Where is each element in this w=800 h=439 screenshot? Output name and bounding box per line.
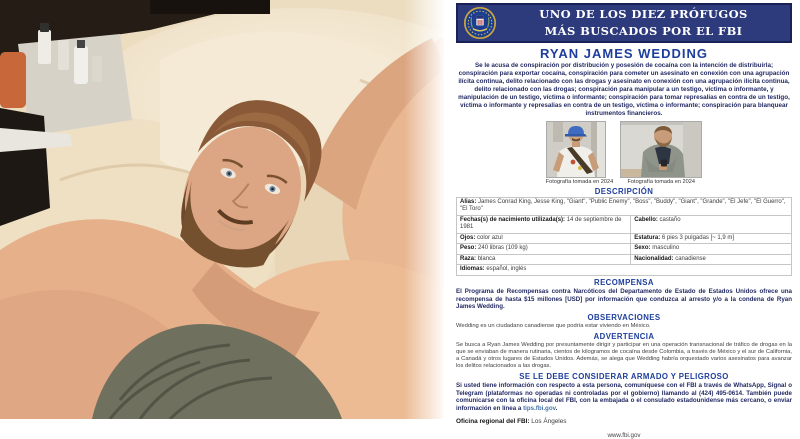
contact-text-end: . bbox=[555, 405, 558, 413]
fbi-website: www.fbi.gov bbox=[607, 431, 641, 439]
description-table bbox=[456, 197, 792, 276]
warning-paragraph: Se busca a Ryan James Wedding por presuntamente dirigir y participar en una operación transnacional de tráfico de drogas en la que se enviaban de manera rutinaria, cientos de kilogramos de cocaína desde Colombia, a través de México y el sur de California, a Canadá y otros lugares de Estados Unidos. Además, se alega que Wedding habría orquestado varios asesinatos para avanzar los delitos relacionados a las drogas. bbox=[456, 342, 792, 369]
observations-paragraph: Wedding es un ciudadano canadiense que podría estar viviendo en México. bbox=[456, 323, 651, 330]
field-value: español, inglés bbox=[486, 266, 527, 273]
section-header-armed-dangerous: SE LE DEBE CONSIDERAR ARMADO Y PELIGROSO bbox=[519, 371, 729, 381]
photo-man-seated-phone bbox=[620, 121, 702, 178]
photo-2024-cap bbox=[546, 121, 613, 185]
field-value: 6 pies 3 pulgadas [~ 1,9 m] bbox=[661, 234, 735, 241]
field-value: 14 de septiembre de 1981 bbox=[460, 216, 622, 231]
fbi-seal-icon bbox=[463, 6, 497, 40]
field-office-value: Los Ángeles bbox=[531, 417, 567, 425]
field-value: masculino bbox=[652, 245, 680, 252]
field-label: Idiomas: bbox=[460, 266, 485, 273]
photo-caption-2: Fotografía tomada en 2024 bbox=[627, 178, 695, 185]
field-value: castaño bbox=[659, 216, 681, 223]
banner-title bbox=[502, 6, 785, 39]
field-value: color azul bbox=[477, 234, 503, 241]
field-label: Cabello: bbox=[634, 216, 658, 223]
field-label: Ojos: bbox=[460, 234, 476, 241]
photo-edge-fade bbox=[404, 0, 446, 419]
top-banner bbox=[456, 3, 792, 43]
table-row bbox=[457, 197, 792, 215]
section-header-reward: RECOMPENSA bbox=[594, 277, 654, 287]
section-header-description: DESCRIPCIÓN bbox=[594, 186, 654, 196]
banner-line-2: MÁS BUSCADOS POR EL FBI bbox=[544, 24, 743, 38]
contact-paragraph bbox=[456, 382, 792, 413]
orange-object bbox=[0, 52, 26, 108]
field-label: Estatura: bbox=[634, 234, 661, 241]
field-value: canadiense bbox=[675, 255, 706, 262]
section-header-observations: OBSERVACIONES bbox=[587, 313, 661, 323]
table-row bbox=[457, 244, 792, 255]
contact-text: Si usted tiene información con respecto a esta persona, comuníquese con el FBI a través de WhatsApp, Signal o Telegram (plataformas no operadas ni controladas por el gobierno) llamando al (424) 495-0614. También puede comunicarse con la oficina local del FBI, con la embajada o el consulado estadounidense más cercano, o enviar información en línea a bbox=[456, 381, 792, 413]
photo-2024-seated bbox=[620, 121, 702, 185]
reward-paragraph: El Programa de Recompensas contra Narcóticos del Departamento de Estado de Estados Unidos ofrece una recompensa de hasta $15 millones [USD] por información que conduzca al arresto y/o a la condena de Ryan James Wedding. bbox=[456, 287, 792, 311]
table-row bbox=[457, 215, 792, 233]
field-value: blanca bbox=[477, 255, 496, 262]
tips-link[interactable]: tips.fbi.gov bbox=[523, 405, 556, 413]
fugitive-name: RYAN JAMES WEDDING bbox=[539, 46, 708, 61]
fbi-wanted-poster bbox=[444, 0, 800, 439]
table-row bbox=[457, 265, 792, 276]
photo-caption-1: Fotografía tomada en 2024 bbox=[545, 178, 614, 185]
field-value: 240 libras (109 kg) bbox=[478, 245, 528, 252]
field-office-label: Oficina regional del FBI: bbox=[456, 417, 530, 425]
mugshot-photos bbox=[456, 121, 792, 185]
field-label: Peso: bbox=[460, 245, 477, 252]
section-header-warning: ADVERTENCIA bbox=[593, 332, 655, 342]
field-label: Raza: bbox=[460, 255, 477, 262]
banner-line-1: UNO DE LOS DIEZ PRÓFUGOS bbox=[539, 7, 748, 22]
field-label: Sexo: bbox=[634, 245, 651, 252]
photo-man-blue-cap bbox=[546, 121, 606, 178]
field-label: Nacionalidad: bbox=[634, 255, 674, 262]
table-row bbox=[457, 233, 792, 244]
field-label: Fechas(s) de nacimiento utilizada(s): bbox=[460, 216, 566, 223]
table-row bbox=[457, 254, 792, 265]
charges-paragraph: Se le acusa de conspiración por distribución y posesión de cocaína con la intención de distribuirla; conspiración para exportar cocaína, conspiración para cometer un asesinato en conexión con una agrupación ilícita continua, delito relacionado con las drogas y asesinato en conexión con una agrupación ilícita continua, delito relacionado con las drogas; conspiración para manipular a un testigo, víctima o informante, y manipulación de un testigo, víctima o informante; conspiración para tomar represalias en contra de un testigo, víctima o informante y represalias en contra de un testigo, víctima o informante; conspiración para blanquear instrumentos financieros. bbox=[458, 62, 790, 117]
field-value: James Conrad King, Jesse King, "Giant", "Public Enemy", "Boss", "Buddy", "Giant", "Grande", "El Jefe", "El Guerro", "El Toro" bbox=[460, 198, 786, 213]
field-label: Alias: bbox=[460, 198, 477, 205]
